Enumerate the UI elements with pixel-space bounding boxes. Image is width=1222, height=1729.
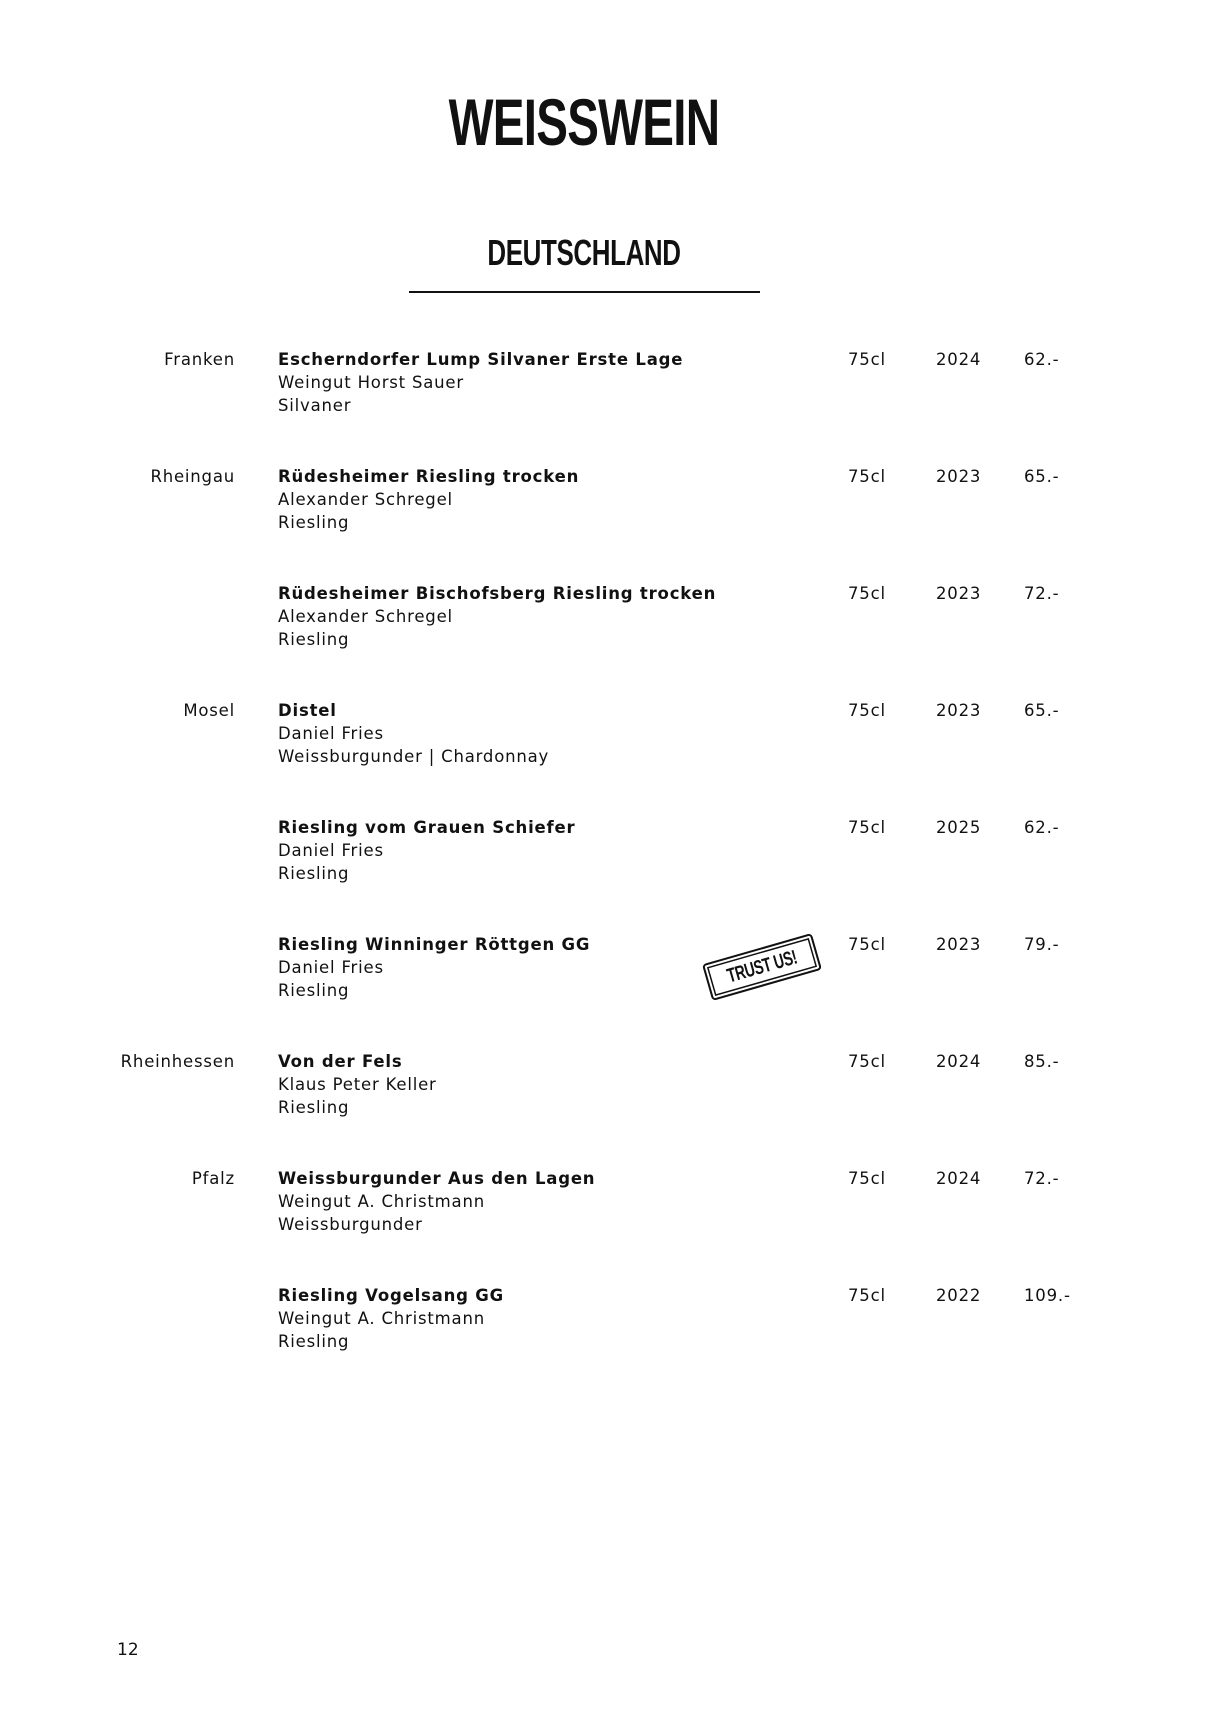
page-number: 12 (117, 1640, 139, 1660)
wine-entry (0, 1286, 1222, 1370)
wine-region: Mosel (183, 701, 235, 720)
wine-entry (0, 935, 1222, 1019)
wine-entry (0, 584, 1222, 668)
wine-name: Distel (278, 701, 337, 720)
wine-producer: Alexander Schregel (278, 607, 453, 626)
wine-entry (0, 467, 1222, 551)
section-title: DEUTSCHLAND (487, 232, 681, 273)
wine-region: Pfalz (191, 1169, 235, 1188)
wine-grape: Riesling (278, 1098, 350, 1117)
wine-price: 62.- (1024, 818, 1060, 837)
wine-vintage: 2025 (936, 818, 982, 837)
wine-producer: Weingut A. Christmann (278, 1309, 485, 1328)
wine-bottle-size: 75cl (848, 1286, 886, 1305)
wine-producer: Daniel Fries (278, 724, 384, 743)
wine-grape: Silvaner (278, 396, 352, 415)
wine-vintage: 2023 (936, 584, 982, 603)
wine-name: Rüdesheimer Riesling trocken (278, 467, 580, 486)
wine-price: 79.- (1024, 935, 1060, 954)
wine-producer: Weingut A. Christmann (278, 1192, 485, 1211)
wine-name: Weissburgunder Aus den Lagen (278, 1169, 596, 1188)
wine-vintage: 2023 (936, 467, 982, 486)
wine-vintage: 2024 (936, 1169, 982, 1188)
wine-grape: Weissburgunder (278, 1215, 423, 1234)
wine-vintage: 2023 (936, 701, 982, 720)
wine-entry (0, 818, 1222, 902)
wine-entry (0, 701, 1222, 785)
wine-bottle-size: 75cl (848, 467, 886, 486)
wine-price: 65.- (1024, 701, 1060, 720)
wine-price: 72.- (1024, 584, 1060, 603)
wine-producer: Daniel Fries (278, 958, 384, 977)
wine-price: 72.- (1024, 1169, 1060, 1188)
wine-grape: Riesling (278, 981, 350, 1000)
wine-entry (0, 1169, 1222, 1253)
page-title: WEISSWEIN (448, 85, 720, 159)
wine-grape: Riesling (278, 1332, 350, 1351)
wine-name: Riesling Winninger Röttgen GG (278, 935, 591, 954)
wine-grape: Riesling (278, 513, 350, 532)
wine-price: 65.- (1024, 467, 1060, 486)
wine-region: Rheingau (150, 467, 235, 486)
wine-producer: Weingut Horst Sauer (278, 373, 464, 392)
wine-region: Franken (164, 350, 235, 369)
wine-vintage: 2022 (936, 1286, 982, 1305)
wine-grape: Weissburgunder | Chardonnay (278, 747, 550, 766)
wine-name: Riesling vom Grauen Schiefer (278, 818, 576, 837)
wine-region: Rheinhessen (120, 1052, 235, 1071)
wine-name: Rüdesheimer Bischofsberg Riesling trocken (278, 584, 717, 603)
wine-vintage: 2024 (936, 350, 982, 369)
wine-price: 62.- (1024, 350, 1060, 369)
wine-vintage: 2023 (936, 935, 982, 954)
wine-entry (0, 350, 1222, 434)
wine-grape: Riesling (278, 864, 350, 883)
wine-name: Riesling Vogelsang GG (278, 1286, 504, 1305)
wine-bottle-size: 75cl (848, 584, 886, 603)
wine-price: 85.- (1024, 1052, 1060, 1071)
stamp-text: TRUST US! (724, 946, 800, 987)
wine-bottle-size: 75cl (848, 701, 886, 720)
wine-name: Von der Fels (278, 1052, 403, 1071)
section-divider (409, 291, 760, 293)
wine-bottle-size: 75cl (848, 1169, 886, 1188)
wine-bottle-size: 75cl (848, 350, 886, 369)
wine-bottle-size: 75cl (848, 1052, 886, 1071)
wine-producer: Alexander Schregel (278, 490, 453, 509)
wine-bottle-size: 75cl (848, 818, 886, 837)
wine-name: Escherndorfer Lump Silvaner Erste Lage (278, 350, 684, 369)
wine-price: 109.- (1024, 1286, 1071, 1305)
wine-vintage: 2024 (936, 1052, 982, 1071)
wine-producer: Klaus Peter Keller (278, 1075, 437, 1094)
wine-entry (0, 1052, 1222, 1136)
wine-producer: Daniel Fries (278, 841, 384, 860)
wine-bottle-size: 75cl (848, 935, 886, 954)
wine-grape: Riesling (278, 630, 350, 649)
